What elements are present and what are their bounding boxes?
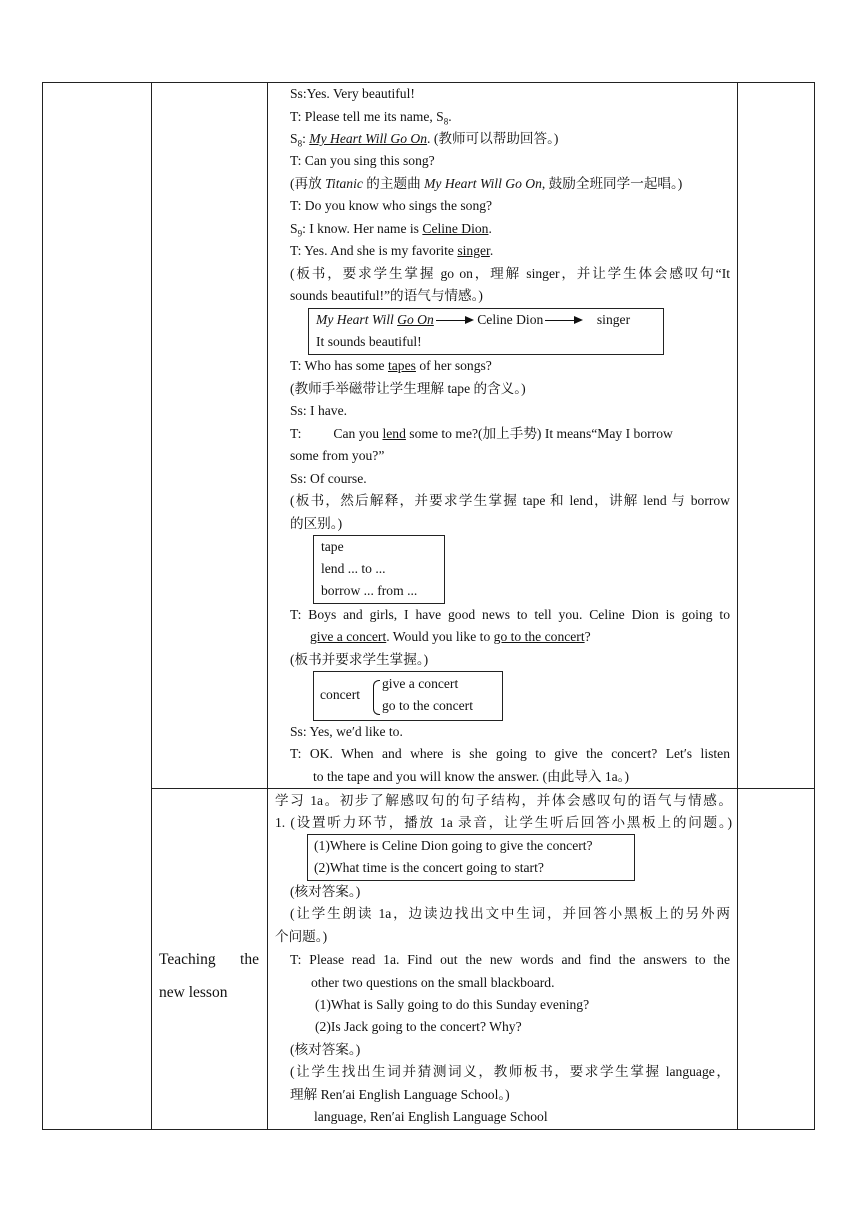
box-line: borrow ... from ...: [321, 583, 418, 598]
line: [290, 219, 492, 244]
speaker: S: [290, 221, 298, 236]
speaker: Ss:: [290, 86, 307, 101]
subscript: 9: [297, 228, 303, 239]
line: [290, 129, 558, 154]
line: Ss: Of course.: [290, 471, 367, 486]
box-line: go to the concert: [382, 698, 473, 713]
line-text: ?: [584, 629, 591, 644]
line: [290, 356, 492, 376]
line: (教师手举磁带让学生理解 tape 的含义。): [290, 381, 526, 396]
line: (2)Is Jack going to the concert? Why?: [315, 1019, 522, 1034]
line: (核对答案。): [290, 1042, 361, 1057]
line: (板书并要求学生掌握。): [290, 652, 429, 667]
line: 学习 1a。初步了解感叹句的句子结构，并体会感叹句的语气与情感。: [275, 793, 732, 808]
line: T: Boys and girls, I have good news to tell you. Celine Dion is going to: [290, 607, 730, 622]
line-text: .: [489, 243, 494, 258]
key-phrase: give a concert: [310, 629, 387, 644]
song-title: My Heart Will Go On: [309, 131, 428, 146]
line-text: (再放: [290, 176, 326, 191]
box-line: give a concert: [382, 676, 459, 691]
song-title: My Heart Will: [316, 312, 398, 327]
line: [290, 424, 673, 444]
line: to the tape and you will know the answer. (由此导入 1a。): [313, 769, 629, 784]
line-text: some to me?(加上手势) It means“May I borrow: [405, 426, 673, 441]
key-word: tapes: [388, 358, 416, 373]
line-text: , 鼓励全班同学一起唱。): [541, 176, 683, 191]
line: (让学生朗读 1a，边读边找出文中生词，并回答小黑板上的另外两: [290, 906, 730, 921]
key-phrase: go to the concert: [493, 629, 585, 644]
column-divider-1: [151, 82, 152, 1130]
line: Ss: Yes, we′d like to.: [290, 724, 403, 739]
box-line: concert: [320, 687, 360, 702]
line-text: 的主题曲: [362, 176, 425, 191]
arrow-icon: [545, 320, 581, 321]
line-text: : I know. Her name is: [302, 221, 423, 236]
colon: :: [302, 131, 310, 146]
line: T: OK. When and where is she going to give the concert? Let′s listen: [290, 746, 730, 761]
line-text: of her songs?: [415, 358, 492, 373]
box-line: lend ... to ...: [321, 561, 386, 576]
table-right-border: [814, 82, 815, 1130]
line: T: Please read 1a. Find out the new words and find the answers to the: [290, 952, 730, 967]
singer-name: Celine Dion: [477, 312, 544, 327]
section-label-text: Teaching the new lesson: [159, 951, 259, 1001]
line: (核对答案。): [290, 884, 361, 899]
row-divider: [151, 788, 815, 789]
line: T: Do you know who sings the song?: [290, 198, 493, 213]
line: 理解 Ren′ai English Language School。): [290, 1087, 510, 1102]
line-text: . (教师可以帮助回答。): [427, 131, 559, 146]
line-text: T: Who has some: [290, 358, 388, 373]
subscript: 8: [443, 116, 449, 127]
box-line: It sounds beautiful!: [316, 334, 422, 349]
line: 个问题。): [275, 929, 328, 944]
line: [290, 84, 415, 104]
line: sounds beautiful!”的语气与情感。): [290, 288, 483, 303]
box-line: (1)Where is Celine Dion going to give the concert?: [314, 838, 593, 853]
line-text: T: Please tell me its name, S: [290, 109, 444, 124]
box-line: (2)What time is the concert going to start?: [314, 860, 544, 875]
line-text: .: [488, 221, 492, 236]
key-word: singer: [457, 243, 490, 258]
table-left-border: [42, 82, 43, 1130]
key-phrase: Go On: [397, 312, 434, 327]
line: other two questions on the small blackboard.: [311, 975, 555, 990]
line: 1. (设置听力环节，播放 1a 录音，让学生听后回答小黑板上的问题。): [275, 815, 732, 830]
line-text: T: Yes. And she is my favorite: [290, 243, 458, 258]
line: (让学生找出生词并猜测词义，教师板书，要求学生掌握 language，: [290, 1064, 730, 1079]
section-label: [159, 943, 259, 1009]
line: some from you?”: [290, 448, 385, 463]
table-top-border: [42, 82, 815, 83]
line: (1)What is Sally going to do this Sunday evening?: [315, 997, 590, 1012]
line: [290, 241, 493, 261]
line: (板书，要求学生掌握 go on，理解 singer，并让学生体会感叹句“It: [290, 266, 730, 281]
column-divider-3: [737, 82, 738, 1130]
line: 的区别。): [290, 516, 343, 531]
line-text: Yes. Very beautiful!: [306, 86, 415, 101]
line: (板书，然后解释，并要求学生掌握 tape 和 lend，讲解 lend 与 borrow: [290, 493, 730, 508]
line: [290, 174, 682, 194]
line: language, Ren′ai English Language School: [314, 1109, 548, 1124]
column-divider-2: [267, 82, 268, 1130]
subscript: 8: [297, 138, 303, 149]
speaker: S: [290, 131, 298, 146]
line: Ss: I have.: [290, 403, 348, 418]
line-text: .: [448, 109, 452, 124]
table-bottom-border: [42, 1129, 815, 1130]
song-title: My Heart Will Go On: [424, 176, 542, 191]
movie-title: Titanic: [325, 176, 363, 191]
box-line: [316, 310, 630, 330]
box-line: tape: [321, 539, 344, 554]
line-text: Can you: [333, 426, 383, 441]
speaker: T:: [290, 426, 302, 441]
key-word: lend: [382, 426, 406, 441]
line: T: Can you sing this song?: [290, 153, 435, 168]
line: [310, 627, 591, 647]
arrow-icon: [436, 320, 472, 321]
line-text: . Would you like to: [386, 629, 494, 644]
line: [290, 107, 452, 132]
brace-icon: [373, 680, 380, 715]
singer-name: Celine Dion: [422, 221, 489, 236]
key-word: singer: [596, 312, 631, 327]
